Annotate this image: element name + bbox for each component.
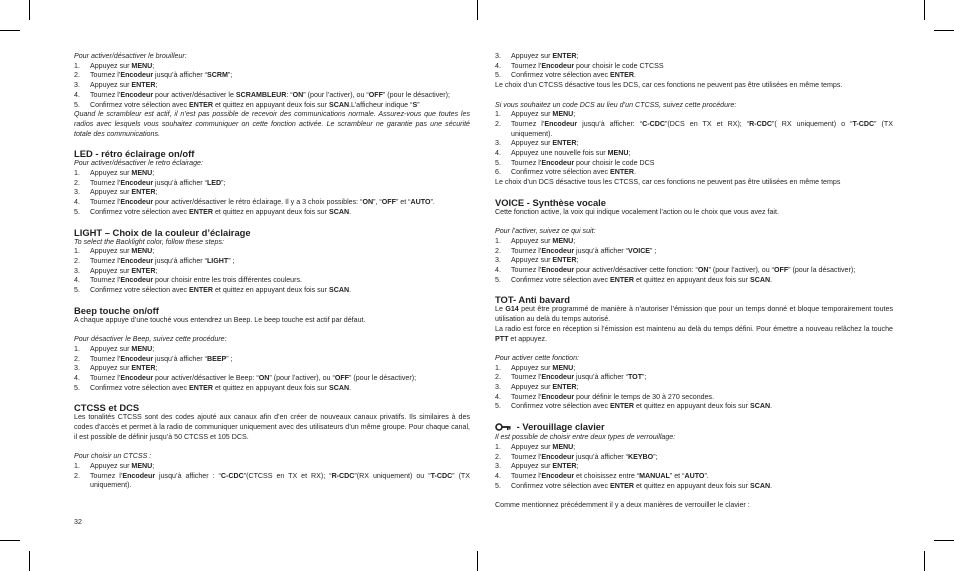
step-text: Tournez l’Encodeur jusqu’à afficher “LIGHT” ; bbox=[90, 256, 235, 265]
step-number: 3. bbox=[74, 81, 80, 90]
crop-mark-bottom-left-h bbox=[0, 540, 20, 541]
ctcss-steps bbox=[74, 462, 470, 491]
step-number: 4. bbox=[495, 61, 501, 70]
step-text: Tournez l’Encodeur jusqu’à afficher “VOICE” ; bbox=[511, 246, 657, 255]
step-text: Appuyez sur ENTER; bbox=[511, 462, 579, 471]
dcs-intro: Si vous souhaitez un code DCS au lieu d’un CTCSS, suivez cette procédure: bbox=[495, 100, 737, 109]
step-number: 1. bbox=[495, 363, 501, 372]
step-number: 5. bbox=[74, 207, 80, 216]
list-item bbox=[495, 139, 893, 149]
step-number: 2. bbox=[74, 178, 80, 187]
step-number: 2. bbox=[495, 119, 501, 128]
step-number: 2. bbox=[495, 246, 501, 255]
step-number: 5. bbox=[495, 402, 501, 411]
step-text: Appuyez sur MENU; bbox=[511, 442, 576, 451]
list-item bbox=[74, 364, 470, 374]
step-number: 5. bbox=[74, 383, 80, 392]
step-number: 3. bbox=[495, 139, 501, 148]
step-text: Tournez l’Encodeur pour activer/désactiver le SCRAMBLEUR: “ON” (pour l’activer), ou “OFF” (pour le désactiver); bbox=[90, 90, 450, 99]
ctcss-section bbox=[74, 393, 470, 491]
step-number: 1. bbox=[74, 344, 80, 353]
list-item bbox=[495, 276, 893, 286]
list-item bbox=[74, 208, 470, 218]
crop-mark-bottom-center-v bbox=[477, 551, 478, 571]
voice-section bbox=[495, 188, 893, 286]
step-number: 5. bbox=[74, 100, 80, 109]
keylock-section bbox=[495, 412, 893, 511]
crop-mark-top-right-h bbox=[934, 30, 954, 31]
step-text: Appuyez sur ENTER; bbox=[511, 383, 579, 392]
right-column bbox=[495, 52, 893, 511]
step-number: 3. bbox=[495, 383, 501, 392]
step-text: Tournez l’Encodeur jusqu’à afficher : “C-CDC”(CTCSS en TX et RX); “R-CDC”(RX uniquement) ou “T-CDC” (TX uniquement). bbox=[90, 471, 470, 490]
step-text: Appuyez sur ENTER; bbox=[90, 188, 158, 197]
step-number: 4. bbox=[495, 471, 501, 480]
crop-mark-top-left-h bbox=[0, 30, 20, 31]
list-item bbox=[495, 364, 893, 374]
list-item bbox=[74, 91, 470, 101]
step-text: Tournez l’Encodeur pour activer/désactiver le Beep: “ON” (pour l’activer), ou “OFF” (pour le désactiver); bbox=[90, 373, 417, 382]
list-item bbox=[74, 257, 470, 267]
step-text: Confirmez votre sélection avec ENTER. bbox=[511, 168, 636, 177]
list-item bbox=[74, 71, 470, 81]
step-text: Tournez l’Encodeur pour choisir le code DCS bbox=[511, 158, 655, 167]
beep-intro: Pour désactiver le Beep, suivez cette procédure: bbox=[74, 335, 227, 344]
led-section bbox=[74, 139, 470, 217]
step-text: Appuyez sur MENU; bbox=[90, 344, 155, 353]
step-text: Appuyez sur ENTER; bbox=[511, 52, 579, 60]
left-column bbox=[74, 52, 470, 491]
step-text: Appuyez sur MENU; bbox=[511, 236, 576, 245]
list-item bbox=[495, 443, 893, 453]
step-number: 2. bbox=[74, 354, 80, 363]
beep-text: A chaque appuye d’une touché vous entendrez un Beep. Le beep touche est actif par défaut. bbox=[74, 315, 366, 324]
led-intro: Pour activer/désactiver le retro éclairage: bbox=[74, 159, 203, 168]
step-number: 3. bbox=[495, 52, 501, 60]
voice-text: Cette fonction active, la voix qui indique vocalement l’action ou le choix que vous avez fait. bbox=[495, 207, 779, 216]
list-item bbox=[495, 462, 893, 472]
voice-intro: Pour l’activer, suivez ce qui suit: bbox=[495, 227, 596, 236]
list-item bbox=[495, 402, 893, 412]
scrambler-section bbox=[74, 52, 470, 139]
step-number: 5. bbox=[495, 275, 501, 284]
step-number: 2. bbox=[74, 256, 80, 265]
keylock-heading bbox=[495, 412, 893, 433]
list-item bbox=[495, 472, 893, 482]
step-number: 5. bbox=[495, 71, 501, 80]
voice-steps bbox=[495, 237, 893, 286]
keylock-steps bbox=[495, 443, 893, 492]
beep-title: Beep touche on/off bbox=[74, 304, 159, 316]
step-text: Appuyez sur MENU; bbox=[90, 169, 155, 178]
voice-title: VOICE - Synthèse vocale bbox=[495, 196, 606, 208]
list-item bbox=[74, 188, 470, 198]
step-number: 4. bbox=[74, 373, 80, 382]
crop-mark-bottom-left-v bbox=[29, 551, 30, 571]
list-item bbox=[74, 81, 470, 91]
ctcss-intro: Pour choisir un CTCSS : bbox=[74, 452, 152, 461]
list-item bbox=[74, 355, 470, 365]
step-text: Appuyez sur MENU; bbox=[90, 61, 155, 70]
step-text: Tournez l’Encodeur jusqu’à afficher: “C-CDC”(DCS en TX et RX); “R-CDC”( RX uniquement) o “T-CDC” (TX uniquement). bbox=[511, 119, 893, 138]
step-text: Confirmez votre sélection avec ENTER et quittez en appuyant deux fois sur SCAN. bbox=[90, 207, 352, 216]
crop-mark-bottom-right-h bbox=[934, 540, 954, 541]
list-item bbox=[74, 276, 470, 286]
list-item bbox=[74, 374, 470, 384]
ctcss-cont-after: Le choix d’un CTCSS désactive tous les DCS, car ces fonctions ne peuvent pas être utilisées en même temps. bbox=[495, 81, 843, 90]
step-text: Confirmez votre sélection avec ENTER et quittez en appuyant deux fois sur SCAN. bbox=[90, 383, 352, 392]
crop-mark-top-right-v bbox=[924, 0, 925, 20]
keylock-intro: Il est possible de choisir entre deux types de verrouillage: bbox=[495, 433, 676, 442]
dcs-steps bbox=[495, 110, 893, 178]
step-number: 1. bbox=[74, 247, 80, 256]
light-section bbox=[74, 218, 470, 296]
list-item bbox=[495, 256, 893, 266]
step-number: 1. bbox=[495, 442, 501, 451]
step-number: 3. bbox=[74, 266, 80, 275]
step-number: 4. bbox=[74, 90, 80, 99]
step-number: 1. bbox=[74, 461, 80, 470]
step-number: 5. bbox=[495, 481, 501, 490]
ctcss-text: Les tonalités CTCSS sont des codes ajouté aux canaux afin d’en créer de nouveaux canaux privatifs. Ils similaires à des codes d’accès et permet à la radio de communiquer uniquement avec des utilisateurs d’un même groupe. Pour chaque canal, il est possible de définir jusqu’à 50 CTCSS et 105 DCS. bbox=[74, 413, 470, 441]
list-item bbox=[495, 62, 893, 72]
key-icon bbox=[495, 422, 511, 433]
keylock-title: - Verouillage clavier bbox=[514, 421, 605, 433]
step-text: Appuyez sur MENU; bbox=[90, 461, 155, 470]
crop-mark-bottom-right-v bbox=[924, 551, 925, 571]
step-number: 1. bbox=[495, 110, 501, 119]
step-text: Tournez l’Encodeur jusqu’à afficher “TOT”; bbox=[511, 373, 647, 382]
light-steps bbox=[74, 247, 470, 296]
step-text: Appuyez sur ENTER; bbox=[90, 81, 158, 90]
list-item bbox=[74, 247, 470, 257]
step-number: 4. bbox=[495, 149, 501, 158]
led-steps bbox=[74, 169, 470, 218]
tot-intro: Pour activer cette fonction: bbox=[495, 353, 579, 362]
step-number: 5. bbox=[495, 158, 501, 167]
tot-section bbox=[495, 285, 893, 412]
step-number: 2. bbox=[74, 71, 80, 80]
step-text: Tournez l’Encodeur jusqu’à afficher “KEYBO”; bbox=[511, 452, 658, 461]
list-item bbox=[495, 247, 893, 257]
list-item bbox=[74, 267, 470, 277]
list-item bbox=[495, 373, 893, 383]
list-item bbox=[495, 149, 893, 159]
step-number: 3. bbox=[74, 188, 80, 197]
step-number: 4. bbox=[74, 276, 80, 285]
dcs-section bbox=[495, 101, 893, 188]
step-text: Confirmez votre sélection avec ENTER. bbox=[511, 71, 636, 80]
ctcss-continued-section bbox=[495, 52, 893, 101]
list-item bbox=[74, 179, 470, 189]
step-number: 4. bbox=[495, 392, 501, 401]
step-text: Confirmez votre sélection avec ENTER et quittez en appuyant deux fois sur SCAN. bbox=[511, 275, 773, 284]
beep-steps bbox=[74, 345, 470, 394]
step-text: Tournez l’Encodeur jusqu’à afficher “LED”; bbox=[90, 178, 226, 187]
step-text: Appuyez sur ENTER; bbox=[511, 256, 579, 265]
dcs-after: Le choix d’un DCS désactive tous les CTCSS, car ces fonctions ne peuvent pas être utilisées en même temps bbox=[495, 178, 841, 187]
tot-steps bbox=[495, 364, 893, 413]
list-item bbox=[495, 237, 893, 247]
step-text: Appuyez une nouvelle fois sur MENU; bbox=[511, 149, 631, 158]
list-item bbox=[74, 472, 470, 491]
step-number: 4. bbox=[495, 266, 501, 275]
step-number: 3. bbox=[495, 256, 501, 265]
step-text: Confirmez votre sélection avec ENTER et quittez en appuyant deux fois sur SCAN. bbox=[90, 286, 352, 295]
list-item bbox=[495, 266, 893, 276]
step-number: 6. bbox=[495, 168, 501, 177]
light-intro: To select the Backlight color, follow these steps: bbox=[74, 237, 224, 246]
list-item bbox=[495, 393, 893, 403]
step-number: 4. bbox=[74, 198, 80, 207]
crop-mark-top-left-v bbox=[29, 0, 30, 20]
list-item bbox=[74, 101, 470, 111]
list-item bbox=[495, 482, 893, 492]
step-text: Appuyez sur MENU; bbox=[511, 110, 576, 119]
step-text: Tournez l’Encodeur et choisissez entre “MANUAL” et “AUTO”. bbox=[511, 471, 709, 480]
step-text: Tournez l’Encodeur pour choisir le code CTCSS bbox=[511, 61, 664, 70]
step-text: Confirmez votre sélection avec ENTER et quittez en appuyant deux fois sur SCAN. bbox=[511, 402, 773, 411]
page-number: 32 bbox=[74, 518, 82, 526]
step-number: 1. bbox=[74, 61, 80, 70]
step-number: 2. bbox=[74, 471, 80, 480]
light-title: LIGHT – Choix de la couleur d’éclairage bbox=[74, 226, 251, 238]
list-item bbox=[74, 345, 470, 355]
step-text: Confirmez votre sélection avec ENTER et quittez en appuyant deux fois sur SCAN.L’afficheur indique “S” bbox=[90, 100, 420, 109]
list-item bbox=[495, 168, 893, 178]
step-text: Tournez l’Encodeur pour choisir entre les trois différentes couleurs. bbox=[90, 276, 302, 285]
step-number: 5. bbox=[74, 286, 80, 295]
scrambler-steps bbox=[74, 62, 470, 111]
step-text: Confirmez votre sélection avec ENTER et quittez en appuyant deux fois sur SCAN. bbox=[511, 481, 773, 490]
list-item bbox=[74, 169, 470, 179]
list-item bbox=[74, 462, 470, 472]
scrambler-intro: Pour activer/désactiver le brouilleur: bbox=[74, 52, 187, 60]
ctcss-title: CTCSS et DCS bbox=[74, 402, 140, 414]
tot-text-1: Le G14 peut être programmé de manière à n’autoriser l’émission que pour un temps donné et bloque temporairement toutes utilisation au delà du temps autorisé. bbox=[495, 305, 893, 324]
step-text: Tournez l’Encodeur pour activer/désactiver le rétro éclairage. Il y a 3 choix possibles: “ON”, “OFF” et “AUTO”. bbox=[90, 198, 435, 207]
tot-title: TOT- Anti bavard bbox=[495, 294, 571, 306]
step-number: 2. bbox=[495, 452, 501, 461]
step-number: 3. bbox=[74, 364, 80, 373]
step-number: 1. bbox=[495, 236, 501, 245]
list-item bbox=[495, 71, 893, 81]
list-item bbox=[74, 198, 470, 208]
step-text: Appuyez sur ENTER; bbox=[90, 364, 158, 373]
list-item bbox=[74, 384, 470, 394]
step-number: 1. bbox=[74, 169, 80, 178]
step-text: Appuyez sur ENTER; bbox=[90, 266, 158, 275]
step-text: Tournez l’Encodeur pour activer/désactiver cette fonction: “ON” (pour l’activer), ou “OFF” (pour la désactiver); bbox=[511, 266, 856, 275]
step-text: Tournez l’Encodeur jusqu’à afficher “SCRM”; bbox=[90, 71, 233, 80]
list-item bbox=[495, 453, 893, 463]
list-item bbox=[74, 62, 470, 72]
list-item bbox=[74, 286, 470, 296]
beep-section bbox=[74, 296, 470, 394]
step-number: 3. bbox=[495, 462, 501, 471]
step-text: Tournez l’Encodeur pour définir le temps de 30 à 270 secondes. bbox=[511, 392, 715, 401]
led-title: LED - rétro éclairage on/off bbox=[74, 148, 195, 160]
list-item bbox=[495, 52, 893, 62]
crop-mark-top-center-v bbox=[477, 0, 478, 20]
keylock-after: Comme mentionnez précédemment il y a deux manières de verrouiller le clavier : bbox=[495, 501, 750, 510]
list-item bbox=[495, 383, 893, 393]
list-item bbox=[495, 110, 893, 120]
list-item bbox=[495, 120, 893, 139]
ctcss-cont-steps bbox=[495, 52, 893, 81]
step-text: Appuyez sur MENU; bbox=[511, 363, 576, 372]
step-number: 2. bbox=[495, 373, 501, 382]
list-item bbox=[495, 159, 893, 169]
tot-text-2: La radio est force en réception si l’émission est maintenu au delà du temps défini. Pour émettre a nouveau relâchez la touche PTT et appuyez. bbox=[495, 324, 893, 343]
step-text: Appuyez sur ENTER; bbox=[511, 139, 579, 148]
step-text: Tournez l’Encodeur jusqu’à afficher “BEEP” ; bbox=[90, 354, 233, 363]
step-text: Appuyez sur MENU; bbox=[90, 247, 155, 256]
scrambler-note: Quand le scrambleur est actif, il n’est pas possible de recevoir des communications normale. Assurez-vous que toutes les radios avec lesquels vous souhaitez communiquer on cette fonction activée. Le scrambleur ne garantie pas une sécurité totale des communications. bbox=[74, 110, 470, 138]
